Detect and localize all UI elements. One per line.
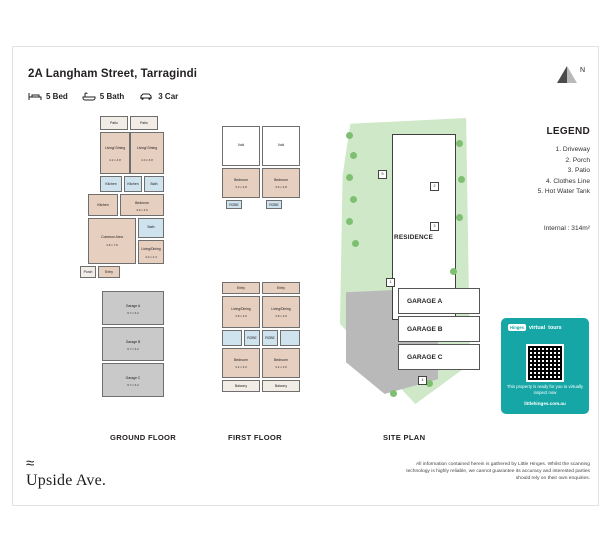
room-entry-first-2: Entry bbox=[262, 282, 300, 294]
spec-bed bbox=[28, 92, 68, 101]
legend-title: LEGEND bbox=[546, 126, 590, 137]
legend-item: 4. Clothes Line bbox=[546, 177, 590, 185]
room-bedroom-first-1: Bedroom 3.2 x 3.0 bbox=[222, 348, 260, 378]
bed-icon bbox=[28, 92, 42, 101]
tree-icon bbox=[456, 214, 463, 221]
compass-north-icon bbox=[553, 62, 589, 88]
room-kitchen-2: Kitchen bbox=[124, 176, 142, 192]
tree-icon bbox=[450, 268, 457, 275]
tree-icon bbox=[456, 140, 463, 147]
internal-area: Internal : 314m² bbox=[543, 225, 590, 232]
room-garage-c: Garage C 6.7 x 3.2 bbox=[102, 363, 164, 397]
room-garage-a: Garage A 6.7 x 3.2 bbox=[102, 291, 164, 325]
room-bath-2: Bath bbox=[138, 218, 164, 238]
virtual-tour-card[interactable] bbox=[501, 318, 589, 414]
room-patio-2: Patio bbox=[130, 116, 158, 130]
tree-icon bbox=[350, 152, 357, 159]
tour-card-body: This property is ready for you to virtually inspect now bbox=[506, 384, 584, 395]
room-living-dining-3: Living/Dining 4.0 x 4.3 bbox=[138, 240, 164, 264]
tree-icon bbox=[346, 174, 353, 181]
bath-first-2 bbox=[280, 330, 300, 346]
legend-item: 5. Hot Water Tank bbox=[537, 188, 590, 195]
car-icon bbox=[138, 92, 154, 101]
tree-icon bbox=[390, 390, 397, 397]
legend-item: 3. Patio bbox=[567, 167, 590, 174]
tree-icon bbox=[346, 218, 353, 225]
room-entry-ground: Entry bbox=[98, 266, 120, 278]
garage-a-box: GARAGE A bbox=[398, 288, 480, 314]
tree-icon bbox=[426, 380, 433, 387]
room-common-area: Common Area 4.8 x 7.8 bbox=[88, 218, 136, 264]
site-marker-3: 3 bbox=[430, 222, 439, 231]
caption-first-floor: FIRST FLOOR bbox=[228, 433, 282, 442]
room-bedroom-upper-1: Bedroom 3.3 x 3.8 bbox=[222, 168, 260, 198]
ground-floor-plan bbox=[78, 116, 198, 406]
bath-icon bbox=[82, 92, 96, 101]
site-marker-2: 2 bbox=[430, 182, 439, 191]
room-bedroom-first-2: Bedroom 3.2 x 3.5 bbox=[262, 348, 300, 378]
bath-first-1 bbox=[222, 330, 242, 346]
site-residence-label: RESIDENCE bbox=[394, 234, 434, 241]
property-specs bbox=[28, 92, 178, 101]
disclaimer-text: All information contained herein is gathered by Little Hinges. Whilst the scanning technology is highly reliable, we cannot guarantee its accuracy and interested parties should rely on their own enquiries. bbox=[406, 462, 590, 481]
brand-name: Upside Ave. bbox=[26, 472, 107, 489]
room-living-dining-first-1: Living/Dining 3.8 x 3.6 bbox=[222, 296, 260, 328]
tree-icon bbox=[350, 196, 357, 203]
room-bedroom-ground: Bedroom 3.9 x 3.0 bbox=[120, 194, 164, 216]
room-void-1: Void bbox=[222, 126, 260, 166]
room-bedroom-upper-2: Bedroom 3.6 x 3.8 bbox=[262, 168, 300, 198]
room-living-dining-first-2: Living/Dining 3.8 x 3.9 bbox=[262, 296, 300, 328]
garage-b-box: GARAGE B bbox=[398, 316, 480, 342]
room-kitchen-1: Kitchen bbox=[100, 176, 122, 192]
room-bath-1: Bath bbox=[144, 176, 164, 192]
hinges-logo: Hinges bbox=[510, 325, 524, 330]
room-porch: Porch bbox=[80, 266, 96, 278]
upper-block-plan bbox=[222, 126, 302, 216]
page-title: 2A Langham Street, Tarragindi bbox=[28, 68, 198, 80]
legend bbox=[508, 126, 590, 198]
spec-bath-label: 5 Bath bbox=[99, 92, 125, 101]
robe-first-2: ROBE bbox=[262, 330, 278, 346]
site-marker-1: 1 bbox=[386, 278, 395, 287]
caption-site-plan: SITE PLAN bbox=[383, 433, 426, 442]
tour-card-header bbox=[501, 318, 589, 331]
legend-item: 1. Driveway bbox=[555, 146, 590, 153]
tour-card-url[interactable]: littlehinges.com.au bbox=[524, 401, 566, 406]
room-balcony-2: Balcony bbox=[262, 380, 300, 392]
legend-item: 2. Porch bbox=[565, 156, 590, 164]
caption-ground-floor: GROUND FLOOR bbox=[110, 433, 177, 442]
tree-icon bbox=[346, 132, 353, 139]
spec-bed-label: 5 Bed bbox=[46, 92, 68, 101]
robe-upper-1: ROBE bbox=[226, 200, 242, 209]
spec-car bbox=[138, 92, 178, 101]
room-garage-b: Garage B 6.7 x 3.2 bbox=[102, 327, 164, 361]
room-void-2: Void bbox=[262, 126, 300, 166]
tour-virtual-label: virtual bbox=[528, 324, 546, 331]
site-marker-5: 5 bbox=[378, 170, 387, 179]
room-living-dining-2: Living/ Dining 4.0 x 6.8 bbox=[130, 132, 164, 174]
tour-tours-label: tours bbox=[548, 324, 562, 331]
room-balcony-1: Balcony bbox=[222, 380, 260, 392]
spec-bath bbox=[82, 92, 124, 101]
robe-upper-2: ROBE bbox=[266, 200, 282, 209]
qr-code-icon[interactable] bbox=[526, 344, 564, 382]
room-entry-first-1: Entry bbox=[222, 282, 260, 294]
first-floor-plan bbox=[218, 282, 308, 406]
site-marker-4: 4 bbox=[418, 376, 427, 385]
tree-icon bbox=[458, 176, 465, 183]
robe-first-1: ROBE bbox=[244, 330, 260, 346]
brand-logo bbox=[26, 455, 176, 490]
spec-car-label: 3 Car bbox=[158, 92, 179, 101]
wave-icon: ≈ bbox=[26, 455, 34, 472]
room-kitchen-3: Kitchen bbox=[88, 194, 118, 216]
room-patio-1: Patio bbox=[100, 116, 128, 130]
svg-text:N: N bbox=[580, 67, 586, 74]
garage-c-box: GARAGE C bbox=[398, 344, 480, 370]
room-living-dining-1: Living/ Dining 4.2 x 4.8 bbox=[100, 132, 130, 174]
tree-icon bbox=[352, 240, 359, 247]
